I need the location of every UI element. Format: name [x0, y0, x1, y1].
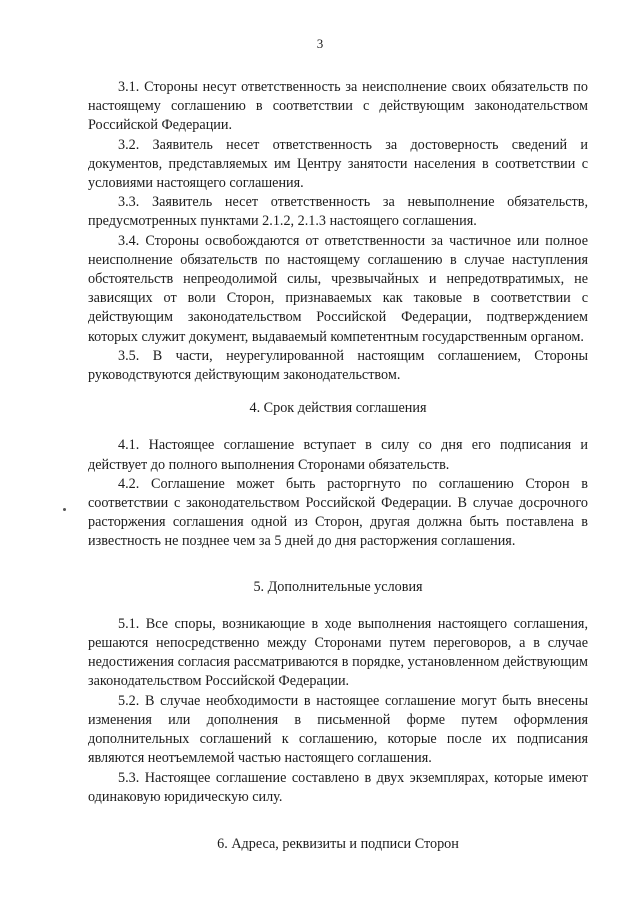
clause-3-3: 3.3. Заявитель несет ответственность за невыполнение обязательств, предусмотренных пунктами 2.1.2, 2.1.3 настоящего соглашения.: [88, 194, 588, 230]
section-4-heading: 4. Срок действия соглашения: [249, 400, 427, 417]
clause-4-1: 4.1. Настоящее соглашение вступает в силу со дня его подписания и действует до полного выполнения Сторонами обязательств.: [88, 437, 588, 473]
clause-3-1: 3.1. Стороны несут ответственность за неисполнение своих обязательств по настоящему соглашению в соответствии с действующим законодательством Российской Федерации.: [88, 79, 588, 134]
clause-3-2: 3.2. Заявитель несет ответственность за достоверность сведений и документов, представляемых им Центру занятости населения в соответствии с условиями настоящего соглашения.: [88, 136, 588, 192]
document-body: [88, 78, 588, 854]
clause-5-3: 5.3. Настоящее соглашение составлено в двух экземплярах, которые имеют одинаковую юридическую силу.: [88, 769, 588, 805]
scan-speck: [63, 508, 66, 511]
clause-3-4: 3.4. Стороны освобождаются от ответственности за частичное или полное неисполнение обязательств по настоящему соглашению в случае наступления обстоятельств непреодолимой силы, чрезвычайных и непредотвратимых, не зависящих от воли Сторон, признаваемых как таковые в соответствии с действующим законодательством Российской Федерации, подтверждением которых служит документ, выдаваемый компетентным государственным органом.: [88, 232, 588, 345]
section-6-heading: 6. Адреса, реквизиты и подписи Сторон: [217, 835, 459, 852]
page-number: 3: [316, 36, 324, 51]
section-5-heading: 5. Дополнительные условия: [253, 578, 423, 595]
clause-3-5: 3.5. В части, неурегулированной настоящим соглашением, Стороны руководствуются действующим законодательством.: [88, 347, 588, 384]
clause-5-1: 5.1. Все споры, возникающие в ходе выполнения настоящего соглашения, решаются непосредственно между Сторонами путем переговоров, а в случае недостижения согласия рассматриваются в порядке, установленном действующим законодательством Российской Федерации.: [88, 615, 588, 690]
clause-4-2: 4.2. Соглашение может быть расторгнуто по соглашению Сторон в соответствии с законодательством Российской Федерации. В случае досрочного расторжения соглашения одной из Сторон, другая должна быть поставлена в известность не позднее чем за 5 дней до дня расторжения соглашения.: [88, 475, 588, 550]
clause-5-2: 5.2. В случае необходимости в настоящее соглашение могут быть внесены изменения или дополнения в письменной форме путем оформления дополнительных соглашений к соглашению, которые после их подписания являются неотъемлемой частью настоящего соглашения.: [88, 692, 588, 767]
